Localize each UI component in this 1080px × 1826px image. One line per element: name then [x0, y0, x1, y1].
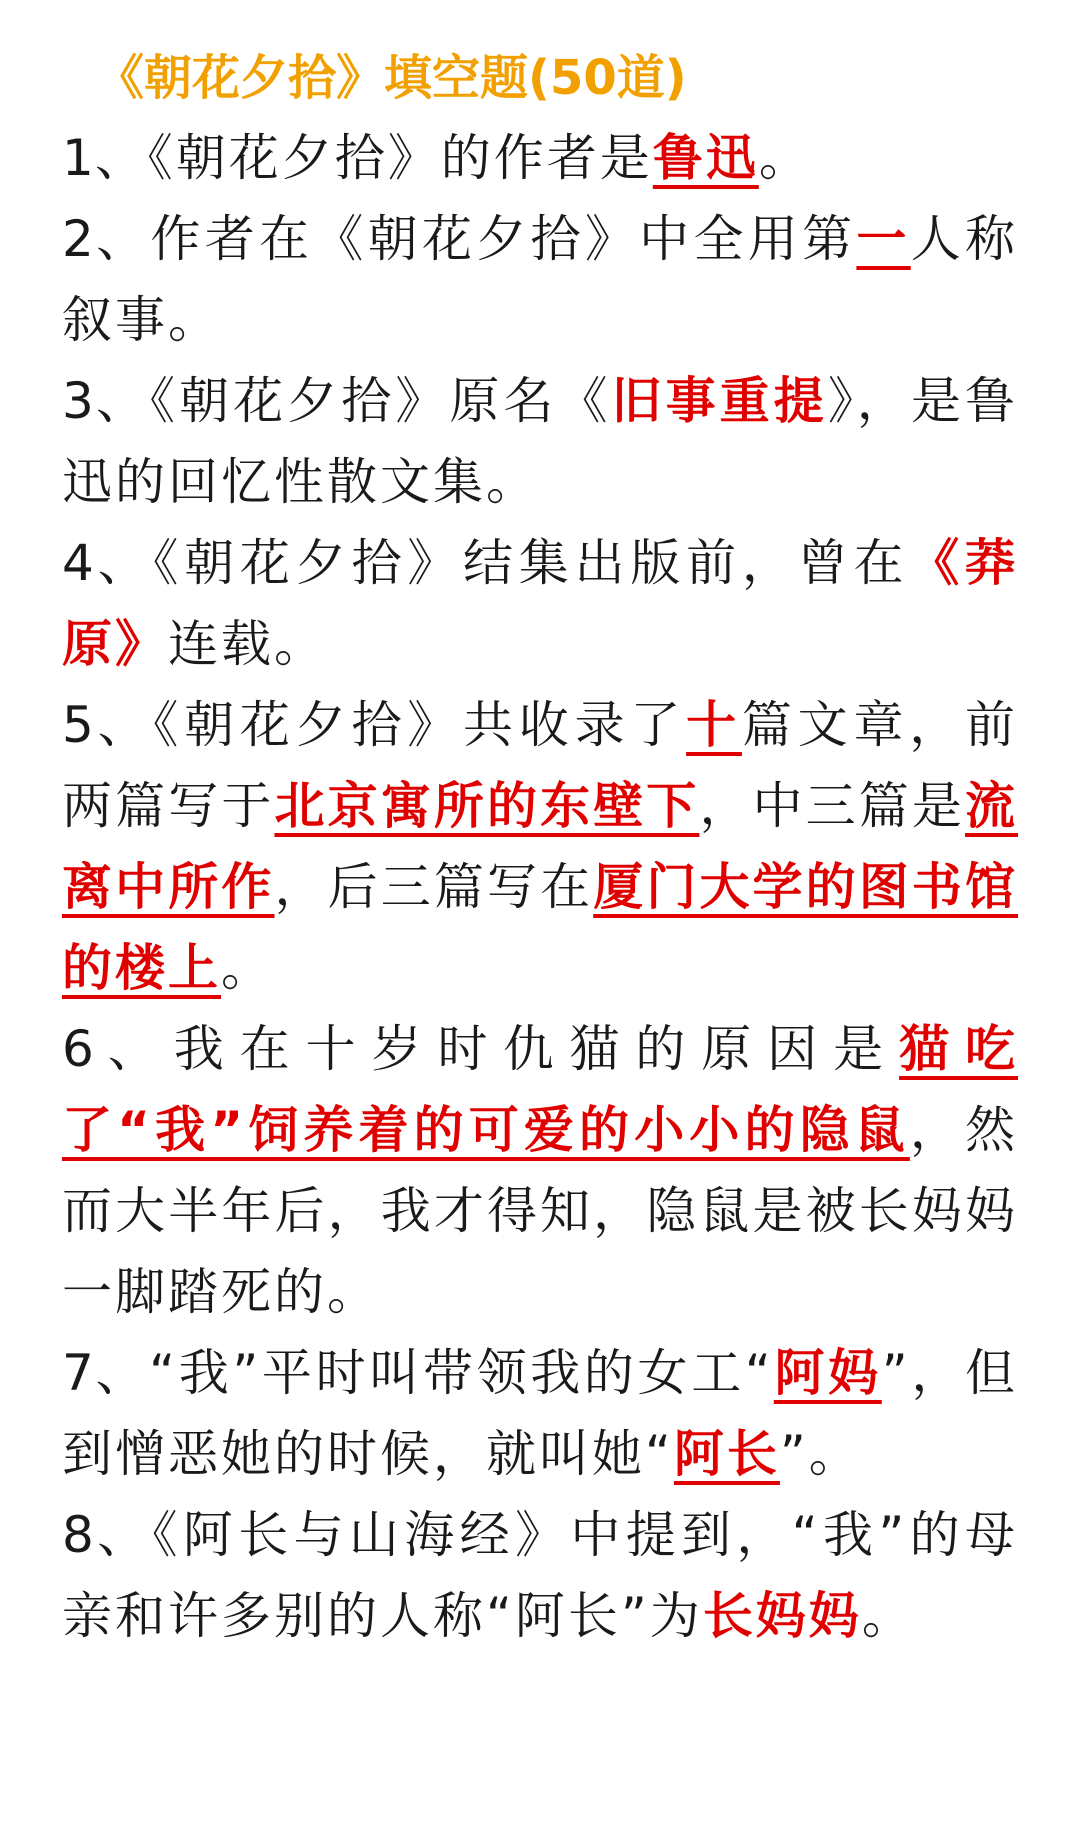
question-number: 4: [62, 534, 95, 592]
question-2: [62, 199, 1018, 361]
question-text: 、《朝花夕拾》结集出版前，曾在: [94, 534, 910, 592]
answer-blank: 《莽原》: [62, 534, 1019, 673]
question-text: 、《朝花夕拾》原名《: [94, 372, 612, 430]
question-text: ”，但到憎恶她的时候，就叫她“: [62, 1344, 1018, 1483]
answer-blank: 阿妈: [773, 1344, 882, 1402]
question-text: 》，是鲁迅的回忆性散文集。: [62, 372, 1019, 511]
question-6: [62, 1009, 1018, 1333]
question-text: ”。: [779, 1425, 862, 1483]
question-text: 、作者在《朝花夕拾》中全用第: [94, 210, 857, 268]
question-text: 、《朝花夕拾》共收录了: [94, 696, 687, 754]
question-number: 2: [62, 210, 95, 268]
question-text: 人称叙事。: [62, 210, 1019, 349]
answer-blank: 北京寓所的东壁下: [274, 777, 700, 835]
answer-blank: 阿长: [673, 1425, 780, 1483]
question-5: [62, 685, 1018, 1009]
answer-blank: 十: [686, 696, 742, 754]
answer-blank: 厦门大学的图书馆的楼上: [62, 858, 1019, 997]
question-number: 6: [62, 1020, 95, 1078]
question-number: 3: [62, 372, 95, 430]
answer-blank: 猫吃了“我”饲养着的可爱的小小的隐鼠: [62, 1020, 1019, 1159]
question-1: [62, 118, 1018, 199]
question-text: ，中三篇是: [699, 777, 966, 835]
question-number: 8: [62, 1506, 95, 1564]
question-text: 、我在十岁时仇猫的原因是: [94, 1020, 900, 1078]
question-text: ，后三篇写在: [274, 858, 594, 916]
question-text: 。: [221, 939, 274, 997]
answer-blank: 流离中所作: [62, 777, 1019, 916]
question-text: 篇文章，前两篇写于: [62, 696, 1019, 835]
question-text: 、《朝花夕拾》的作者是: [94, 129, 653, 187]
document-title: 《朝花夕拾》填空题(50道): [96, 50, 687, 106]
question-7: [62, 1333, 1018, 1495]
question-4: [62, 523, 1018, 685]
question-text: 、《阿长与山海经》中提到，“我”的母亲和许多别的人称“阿长”为: [62, 1506, 1018, 1645]
question-text: 、“我”平时叫带领我的女工“: [94, 1344, 774, 1402]
question-text: 。: [758, 129, 812, 187]
question-text: 。: [861, 1587, 915, 1645]
question-number: 5: [62, 696, 95, 754]
question-3: [62, 361, 1018, 523]
question-number: 1: [62, 129, 95, 187]
answer-blank: 长妈妈: [702, 1587, 862, 1645]
answer-blank: 旧事重提: [611, 372, 828, 430]
question-number: 7: [62, 1344, 95, 1402]
answer-blank: 一: [856, 210, 911, 268]
question-text: 连载。: [168, 615, 327, 673]
question-8: [62, 1495, 1018, 1657]
answer-blank: 鲁迅: [652, 129, 759, 187]
question-text: ，然而大半年后，我才得知，隐鼠是被长妈妈一脚踏死的。: [62, 1101, 1018, 1321]
